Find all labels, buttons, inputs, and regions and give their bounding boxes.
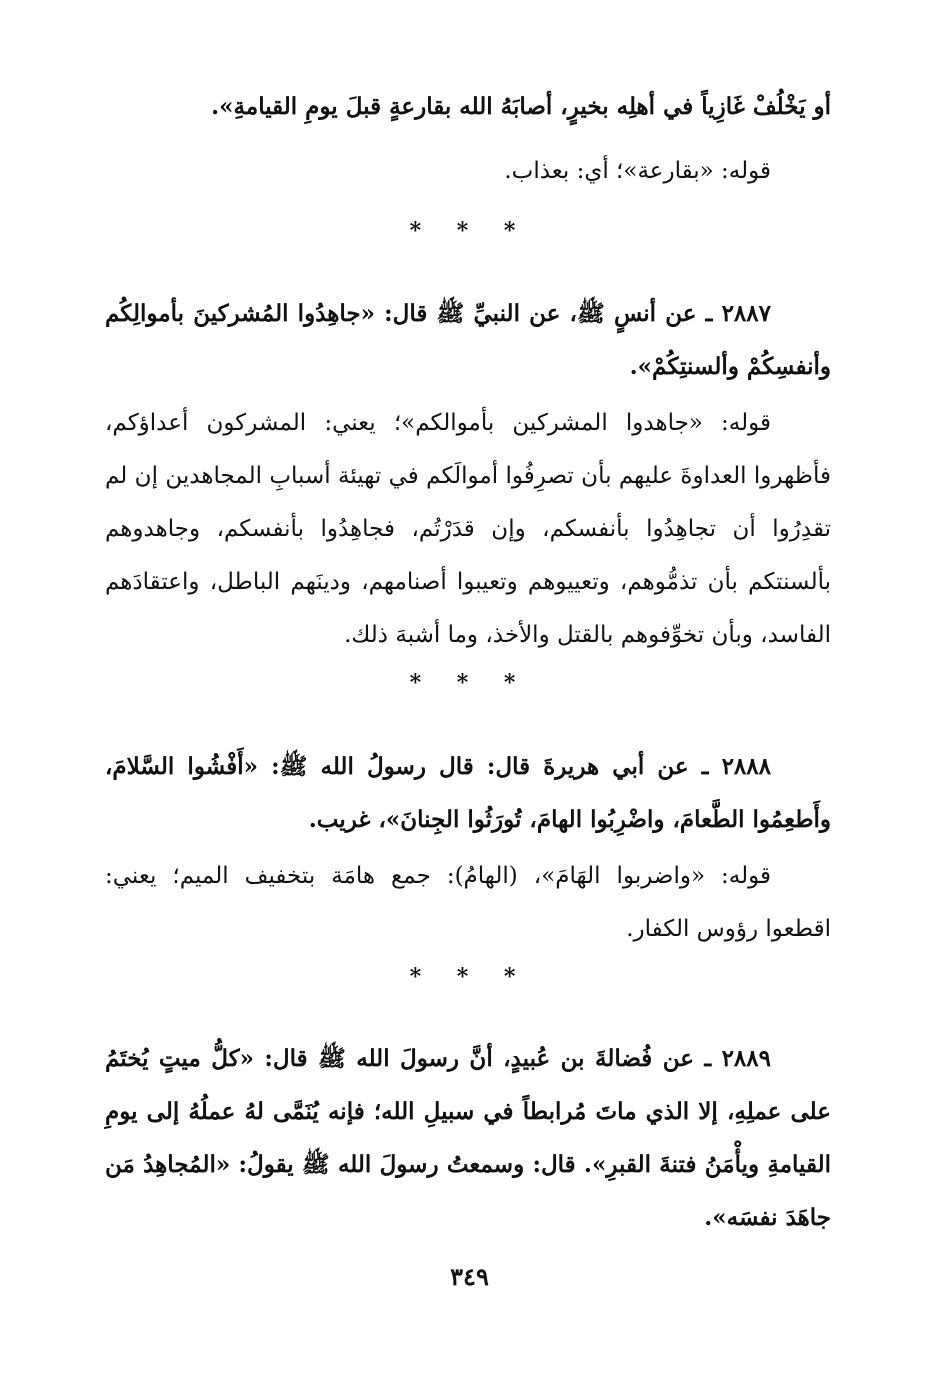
- page-number: ٣٤٩: [450, 1262, 489, 1291]
- explanation-2888: قوله: «واضربوا الهَامَ»، (الهامُ): جمع هامَة بتخفيف الميم؛ يعني: اقطعوا رؤوس الكفار.: [105, 863, 831, 942]
- explanation-2887: قوله: «جاهدوا المشركين بأموالكم»؛ يعني: المشركون أعداؤكم، فأظهروا العداوةَ عليهم بأن تصرِفُوا أموالَكم في تهيئة أسبابِ المجاهدين إن لم تقدِرُوا أن تجاهِدُوا بأنفسكم، وإن قدَرْتُم، فجاهِدُوا بأنفسكم، وجاهدوهم بألسنتكم بأن تذمُّوهم، وتعييوهم وتعيبوا أصنامهم، ودينَهم الباطل، واعتقادَهم الفاسد، وبأن تخوِّفوهم بالقتل والأخذ، وما أشبهَ ذلك.: [105, 410, 831, 648]
- hadith-2887: ٢٨٨٧ ـ عن أنسٍ ﷺ، عن النبيِّ ﷺ قال: «جاهِدُوا المُشركينَ بأموالِكُم وأنفسِكُمْ وألسنتِكُمْ».: [105, 300, 831, 380]
- section-divider: * * *: [409, 964, 530, 990]
- hadith-continuation: أو يَخْلُفْ غَازِياً في أهلِه بخيرٍ، أصابَهُ الله بقارعةٍ قبلَ يومِ القيامةِ».: [211, 93, 831, 120]
- hadith-2889: ٢٨٨٩ ـ عن فُضالةَ بن عُبيدٍ، أنَّ رسولَ الله ﷺ قال: «كلُّ ميتٍ يُختَمُ على عملِهِ، إلا الذي ماتَ مُرابطاً في سبيلِ الله؛ فإنه يُنَمَّى لهُ عملُهُ إلى يومِ القيامةِ ويأْمَنُ فتنةَ القبرِ». قال: وسمعتُ رسولَ الله ﷺ يقولُ: «المُجاهِدُ مَن جاهَدَ نفسَه».: [105, 1045, 831, 1231]
- section-divider: * * *: [409, 670, 530, 696]
- hadith-2888: ٢٨٨٨ ـ عن أبي هريرةَ قال: قال رسولُ الله ﷺ: «أَفْشُوا السَّلامَ، وأَطعِمُوا الطَّعامَ، واضْرِبُوا الهامَ، تُورَثُوا الجِنانَ»، غريب.: [105, 753, 831, 833]
- explanation-qariah: قوله: «بقارعة»؛ أي: بعذاب.: [504, 158, 771, 184]
- section-divider: * * *: [409, 218, 530, 244]
